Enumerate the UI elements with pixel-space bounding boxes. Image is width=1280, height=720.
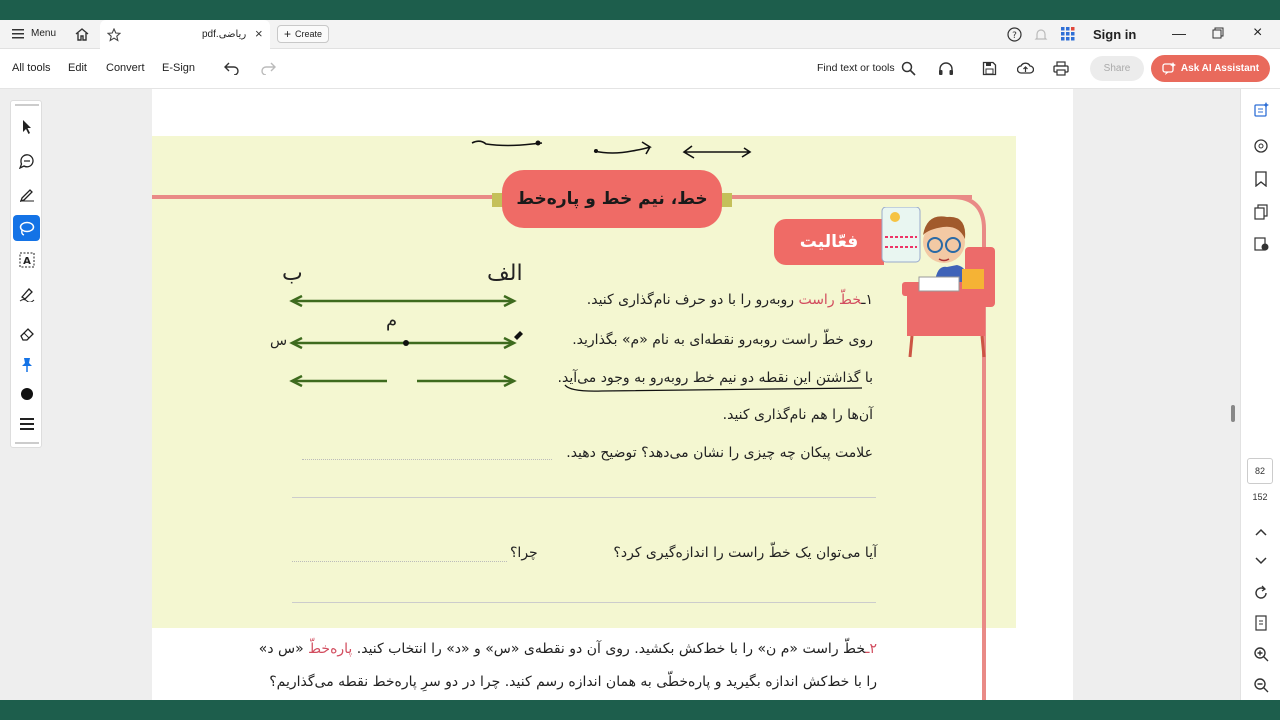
question-1-text: روبه‌رو را با دو حرف نام‌گذاری کنید. <box>586 292 794 308</box>
question-1-number: ۱ـ <box>861 292 873 308</box>
question-2-number: ۲ـ <box>865 641 877 657</box>
line-figures <box>287 289 527 399</box>
zoom-out-icon[interactable] <box>1251 675 1271 695</box>
panel-handle <box>15 104 39 106</box>
find-label[interactable]: Find text or tools <box>817 62 895 74</box>
answer-dotted-line-2 <box>292 561 507 562</box>
notifications-button[interactable] <box>1034 27 1048 42</box>
pin-icon[interactable] <box>17 355 37 375</box>
help-button[interactable] <box>1007 27 1022 42</box>
activity-label: فعّالیت <box>799 232 859 252</box>
star-icon[interactable] <box>107 28 121 42</box>
activity-badge <box>774 219 884 265</box>
answer-dotted-line <box>302 459 552 460</box>
ai-sparkle-icon <box>1162 62 1176 75</box>
question-1-line <box>587 292 873 308</box>
sign-pen-icon[interactable] <box>17 284 37 304</box>
total-pages: 152 <box>1252 492 1268 502</box>
tab-bar <box>0 20 1280 49</box>
comment-icon[interactable] <box>1251 136 1271 156</box>
ai-assistant-label: Ask AI Assistant <box>1180 63 1260 74</box>
create-button[interactable] <box>277 25 329 43</box>
undo-icon[interactable] <box>224 61 240 75</box>
panel-handle-bottom <box>15 442 39 444</box>
instruction-line-3: با گذاشتن این نقطه دو نیم خط روبه‌رو به وجود می‌آید. <box>557 370 873 386</box>
apps-button[interactable] <box>1061 27 1075 41</box>
all-tools-button[interactable]: All tools <box>12 62 51 74</box>
zoom-in-icon[interactable] <box>1251 644 1271 664</box>
tab-title: pdf.ریاضی <box>202 29 247 40</box>
answer-line-2 <box>292 602 876 603</box>
menu-button[interactable] <box>12 28 56 39</box>
right-panel <box>1240 89 1280 700</box>
title-banner <box>502 170 722 228</box>
restore-icon[interactable] <box>1212 27 1224 39</box>
pages-icon[interactable] <box>1251 202 1271 222</box>
letter-b: ب <box>282 261 303 286</box>
menu-label: Menu <box>31 28 57 39</box>
instruction-line-4: آن‌ها را هم نام‌گذاری کنید. <box>722 407 873 423</box>
close-tab-icon[interactable]: × <box>255 26 263 41</box>
create-label: Create <box>295 29 323 39</box>
close-window-icon[interactable]: × <box>1253 24 1263 41</box>
share-button[interactable]: Share <box>1090 56 1144 81</box>
instruction-line-5: علامت پیکان چه چیزی را نشان می‌دهد؟ توضیح دهید. <box>566 445 873 461</box>
bookmark-icon[interactable] <box>1251 169 1271 189</box>
home-button[interactable] <box>74 27 90 42</box>
title-banner-text: خط، نیم خط و پاره‌خط <box>516 189 708 209</box>
convert-button[interactable]: Convert <box>106 62 145 74</box>
question-2-line <box>259 641 877 657</box>
handwritten-arrows-drawing <box>462 133 762 163</box>
letter-alef: الف <box>487 261 523 286</box>
save-icon[interactable] <box>982 61 997 76</box>
lasso-icon <box>18 220 35 236</box>
line-weight-icon[interactable] <box>17 414 37 434</box>
read-aloud-icon[interactable] <box>938 61 954 76</box>
redo-icon[interactable] <box>260 61 276 75</box>
instruction-line-2: روی خطّ راست روبه‌رو نقطه‌ای به نام «م» بگذارید. <box>572 332 873 348</box>
question-2-text-a: خطّ راست «م ن» را با خط‌کش بکشید. روی آن دو نقطه‌ی «س» و «د» را انتخاب کنید. <box>356 641 866 657</box>
answer-line-1 <box>292 497 876 498</box>
security-icon[interactable] <box>1251 234 1271 254</box>
print-icon[interactable] <box>1053 61 1069 76</box>
plus-icon: + <box>284 27 292 41</box>
instruction-line-6: آیا می‌توان یک خطّ راست را اندازه‌گیری کرد؟ <box>613 545 877 561</box>
minimize-icon[interactable]: — <box>1172 25 1186 41</box>
ai-summary-icon[interactable] <box>1251 100 1271 120</box>
edit-button[interactable]: Edit <box>68 62 87 74</box>
question-2-text-b: «س د» <box>258 641 304 657</box>
highlight-pen-icon[interactable] <box>17 184 37 204</box>
color-dot-icon[interactable] <box>17 384 37 404</box>
window-top-strip <box>0 0 1280 20</box>
apps-grid-icon <box>1061 27 1075 41</box>
scrollbar-thumb[interactable] <box>1231 405 1235 422</box>
main-toolbar <box>0 49 1280 89</box>
text-box-icon[interactable] <box>17 250 37 270</box>
hamburger-icon <box>12 29 24 39</box>
select-cursor-icon[interactable] <box>17 117 37 137</box>
add-comment-icon[interactable] <box>17 151 37 171</box>
handwritten-underline <box>562 382 882 396</box>
chevron-down-icon[interactable] <box>1251 551 1271 571</box>
lasso-tool-button[interactable] <box>13 215 40 241</box>
search-icon[interactable] <box>901 61 916 76</box>
sign-in-button[interactable]: Sign in <box>1093 27 1137 42</box>
upload-cloud-icon[interactable] <box>1017 61 1034 76</box>
question-2-line-2: را با خط‌کش اندازه بگیرید و پاره‌خطّی به همان اندازه رسم کنید. چرا در دو سرِ پاره‌خط نقطه می‌گذاریم؟ <box>269 674 877 690</box>
ai-assistant-button[interactable] <box>1151 55 1270 82</box>
instruction-line-6-why: چرا؟ <box>510 545 538 561</box>
chevron-up-icon[interactable] <box>1251 522 1271 542</box>
rule-left <box>152 195 497 199</box>
letter-s: س <box>270 333 288 349</box>
help-icon <box>1007 27 1022 42</box>
question-1-term: خطّ راست <box>798 292 862 308</box>
question-2-term: پاره‌خطّ <box>308 641 353 657</box>
eraser-icon[interactable] <box>17 324 37 344</box>
student-illustration <box>877 207 997 362</box>
current-page-input[interactable]: 82 <box>1247 458 1273 484</box>
bell-icon <box>1034 27 1048 42</box>
svg-text:?: ? <box>1012 31 1017 41</box>
tab-document[interactable] <box>100 20 270 49</box>
home-icon <box>74 27 90 42</box>
esign-button[interactable]: E-Sign <box>162 62 196 74</box>
svg-text:A: A <box>23 256 31 267</box>
window-bottom-strip <box>0 700 1280 720</box>
pdf-page <box>152 89 1073 700</box>
left-tools-panel <box>10 100 42 448</box>
rotate-icon[interactable] <box>1251 583 1271 603</box>
page-fit-icon[interactable] <box>1251 613 1271 633</box>
letter-m: م <box>386 310 398 331</box>
